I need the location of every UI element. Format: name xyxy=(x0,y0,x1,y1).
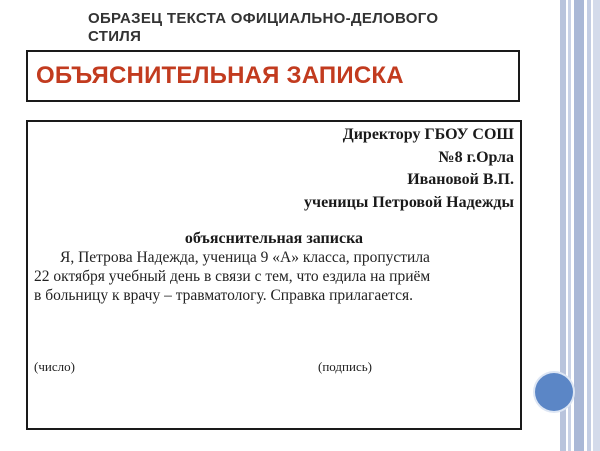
body-line: в больницу к врачу – травматологу. Справка прилагается. xyxy=(34,287,414,304)
title-box xyxy=(26,50,520,102)
body-line: 22 октября учебный день в связи с тем, что ездила на приём xyxy=(34,268,431,285)
addressee-block xyxy=(304,124,514,214)
addressee-line: ученицы Петровой Надежды xyxy=(304,193,514,211)
date-label: (число) xyxy=(34,359,75,374)
document-heading: объяснительная записка xyxy=(184,230,364,247)
addressee-line: №8 г.Орла xyxy=(438,148,514,166)
body-line: Я, Петрова Надежда, ученица 9 «А» класса, пропустила xyxy=(60,249,430,266)
slide-header: ОБРАЗЕЦ ТЕКСТА ОФИЦИАЛЬНО-ДЕЛОВОГО СТИЛЯ xyxy=(88,10,439,45)
slide-title: ОБЪЯСНИТЕЛЬНАЯ ЗАПИСКА xyxy=(36,62,404,89)
document-sample xyxy=(26,120,522,430)
addressee-line: Директору ГБОУ СОШ xyxy=(342,126,514,143)
document-body xyxy=(34,248,514,305)
addressee-line: Ивановой В.П. xyxy=(407,171,514,188)
decorative-circle xyxy=(535,373,573,411)
signature-label: (подпись) xyxy=(318,359,372,374)
